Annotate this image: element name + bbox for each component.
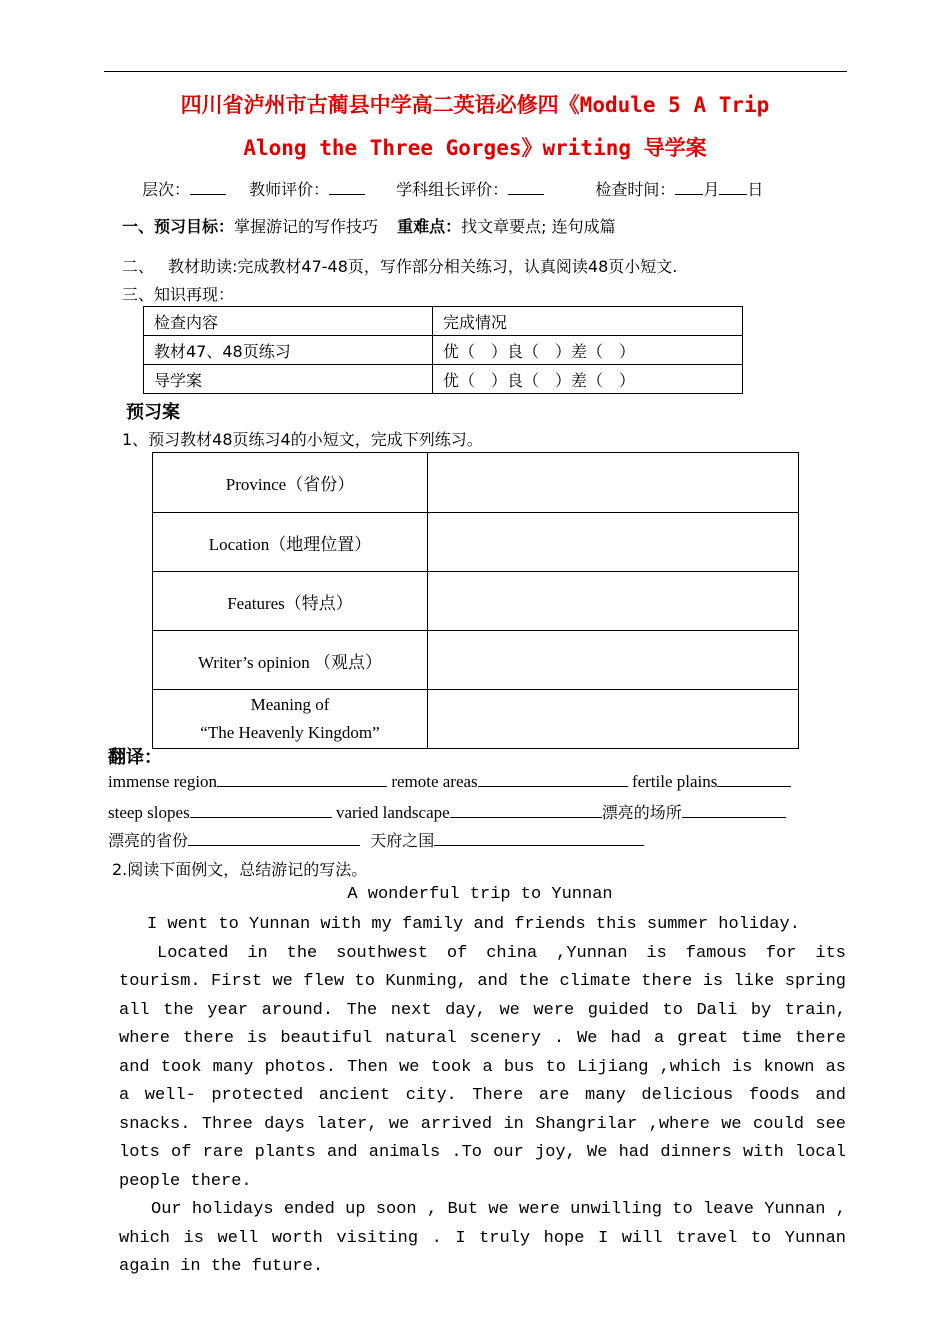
level-label: 层次： [142, 180, 191, 199]
translate-row-2 [108, 800, 786, 823]
answer-blank[interactable] [188, 831, 360, 846]
answer-blank[interactable] [717, 772, 791, 787]
table-row [144, 365, 743, 394]
answer-blank[interactable] [434, 831, 644, 846]
essay-paragraph-3: Our holidays ended up soon , But we were unwilling to leave Yunnan , which is well worth visiting . I truly hope I will travel to Yunnan again in the future. [119, 1200, 846, 1276]
info-label: Features（特点） [153, 572, 428, 631]
info-label: Location（地理位置） [153, 513, 428, 572]
section-2 [122, 254, 677, 277]
answer-blank[interactable] [450, 803, 602, 818]
translate-row-1 [108, 772, 791, 792]
check-time-label: 检查时间： [595, 180, 676, 199]
translate-item: varied landscape [335, 803, 450, 822]
check-item: 教材47、48页练习 [144, 336, 433, 365]
leader-eval-label: 学科组长评价： [396, 180, 509, 199]
section-1 [122, 214, 616, 237]
info-label-line-2: “The Heavenly Kingdom” [200, 723, 380, 742]
essay-body [119, 911, 846, 1282]
check-table [143, 306, 743, 394]
translate-item: fertile plains [631, 772, 718, 791]
answer-blank[interactable] [217, 772, 387, 787]
level-blank[interactable] [190, 180, 226, 195]
essay-paragraph-2: Located in the southwest of china ,Yunnan is famous for its tourism. First we flew to Kunming, and the climate there is like spring all the year around. The next day, we were guided to Dali by train, where there is beautiful natural scenery . We had a great time there and took many photos. Then we took a bus to Lijiang ,which is known as a well- protected ancient city. There are many delicious foods and snacks. Three days later, we arrived in Shangrilar ,where we could see lots of rare plants and animals .To our joy, We had dinners with local people there. [119, 943, 846, 1191]
task-2: 2.阅读下面例文，总结游记的写法。 [112, 860, 368, 879]
table-row [153, 453, 799, 513]
translate-item: immense region [108, 772, 218, 791]
rating-options[interactable]: 优（ ）良（ ）差（ ） [433, 336, 743, 365]
answer-blank[interactable] [682, 803, 786, 818]
table-row [153, 631, 799, 690]
info-table [152, 452, 799, 749]
teacher-eval-label: 教师评价： [249, 180, 330, 199]
info-label [153, 690, 428, 749]
info-label: Province（省份） [153, 453, 428, 513]
preview-heading: 预习案 [126, 402, 180, 423]
info-label: Writer’s opinion （观点） [153, 631, 428, 690]
table-row [153, 572, 799, 631]
info-answer-cell[interactable] [428, 513, 799, 572]
translate-item: remote areas [391, 772, 478, 791]
section-3-heading: 三、知识再现： [122, 285, 235, 304]
month-blank[interactable] [675, 180, 703, 195]
table-row [153, 513, 799, 572]
day-label: 日 [747, 180, 764, 199]
section-1-text: 掌握游记的写作技巧 [234, 217, 379, 236]
info-answer-cell[interactable] [428, 572, 799, 631]
table-row [144, 336, 743, 365]
translate-item: steep slopes [108, 803, 190, 822]
teacher-eval-blank[interactable] [329, 180, 365, 195]
header-fields [142, 177, 763, 200]
translate-item: 漂亮的省份 [108, 831, 189, 850]
section-1-num: 一、 [122, 217, 155, 236]
check-table-header-cell: 检查内容 [144, 307, 433, 336]
translate-item: 天府之国 [370, 831, 435, 850]
essay-paragraph-1: I went to Yunnan with my family and friends this summer holiday. [147, 915, 800, 934]
info-label-line-1: Meaning of [250, 695, 330, 714]
essay-title: A wonderful trip to Yunnan [347, 885, 613, 904]
info-answer-cell[interactable] [428, 453, 799, 513]
key-points-label: 重难点： [397, 217, 462, 236]
section-1-label: 预习目标： [154, 217, 235, 236]
section-2-text: 教材助读:完成教材47-48页，写作部分相关练习，认真阅读48页小短文. [168, 257, 678, 276]
answer-blank[interactable] [478, 772, 628, 787]
top-rule [104, 71, 847, 72]
info-answer-cell[interactable] [428, 690, 799, 749]
day-blank[interactable] [719, 180, 747, 195]
leader-eval-blank[interactable] [508, 180, 544, 195]
check-item: 导学案 [144, 365, 433, 394]
answer-blank[interactable] [190, 803, 332, 818]
translate-heading: 翻译： [108, 747, 162, 768]
info-answer-cell[interactable] [428, 631, 799, 690]
section-2-num: 二、 [122, 257, 155, 276]
translate-row-3 [108, 828, 644, 851]
task-1: 1、预习教材48页练习4的小短文，完成下列练习。 [122, 430, 483, 449]
check-table-header [144, 307, 743, 336]
table-row [153, 690, 799, 749]
title-line-1: 四川省泸州市古蔺县中学高二英语必修四《Module 5 A Trip [180, 93, 770, 117]
title-line-2: Along the Three Gorges》writing 导学案 [243, 136, 707, 160]
month-label: 月 [703, 180, 720, 199]
check-table-header-cell: 完成情况 [433, 307, 743, 336]
translate-item: 漂亮的场所 [601, 803, 682, 822]
rating-options[interactable]: 优（ ）良（ ）差（ ） [433, 365, 743, 394]
key-points-text: 找文章要点; 连句成篇 [461, 217, 616, 236]
